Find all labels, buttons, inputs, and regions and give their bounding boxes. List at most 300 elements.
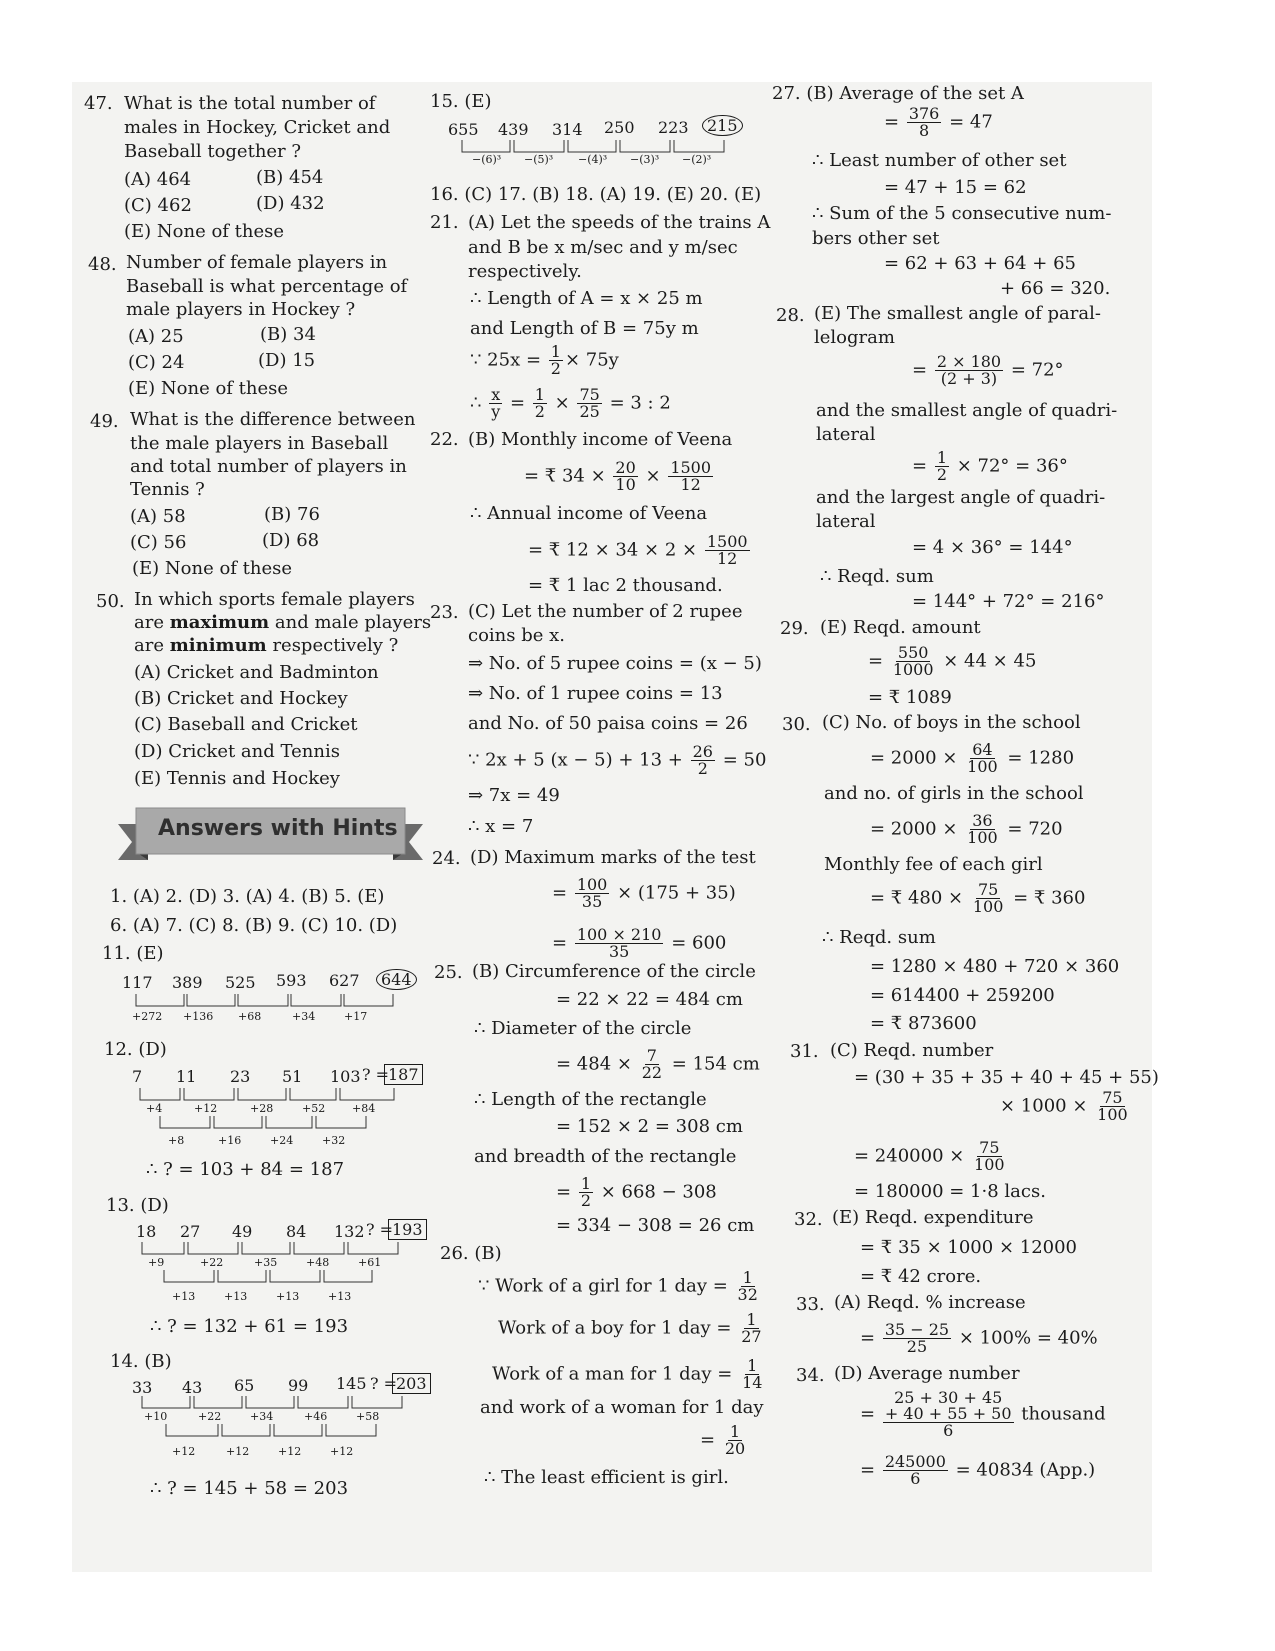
series-number: 103: [330, 1067, 361, 1086]
numerator: 36: [972, 811, 993, 830]
numerator: 1: [580, 1174, 591, 1193]
numerator: 1500: [706, 532, 748, 551]
text: =: [912, 359, 933, 381]
equation-line: = 334 − 308 = 26 cm: [556, 1215, 755, 1236]
numerator: 100 × 210: [576, 925, 662, 944]
question-text: are maximum and male players: [134, 612, 432, 633]
text: ∵ 25x =: [470, 349, 547, 371]
hint-line: (B) Monthly income of Veena: [468, 429, 733, 450]
denominator: 6: [910, 1469, 921, 1488]
denominator: y: [491, 402, 501, 421]
equation-line: [1000, 1090, 1132, 1123]
difference-label: +61: [358, 1256, 382, 1269]
series-number: 223: [658, 118, 689, 137]
equation-line: [870, 813, 1063, 846]
fraction: [549, 344, 563, 377]
difference-label: +17: [344, 1010, 368, 1023]
equation-line: ⇒ No. of 5 rupee coins = (x − 5): [468, 653, 762, 674]
fraction: [965, 742, 1000, 775]
hint-line: (B) Circumference of the circle: [472, 961, 756, 982]
fraction: [935, 354, 1003, 387]
second-difference-label: +12: [330, 1445, 354, 1458]
option-b: (B) Cricket and Hockey: [134, 688, 348, 709]
difference-label: +46: [304, 1410, 328, 1423]
second-difference-label: +8: [168, 1134, 185, 1147]
numerator: 1: [747, 1356, 758, 1375]
fraction: [533, 387, 547, 420]
numerator: 1: [729, 1422, 741, 1441]
text: = ₹ 480 ×: [870, 887, 969, 909]
text: =: [884, 111, 905, 133]
denominator: 100: [972, 897, 1004, 916]
option-e: (E) None of these: [128, 378, 289, 399]
equation-line: = ₹ 1 lac 2 thousand.: [528, 575, 723, 596]
hint-line: bers other set: [812, 228, 940, 249]
numerator: 1: [742, 1268, 753, 1287]
fraction: [883, 1390, 1014, 1439]
text: =: [504, 392, 531, 414]
option-c: (C) 56: [130, 532, 187, 553]
text: thousand: [1015, 1403, 1106, 1425]
equation-line: [700, 1424, 749, 1457]
fraction: [1095, 1090, 1130, 1123]
difference-label: +52: [302, 1102, 326, 1115]
option-d: (D) 432: [256, 193, 325, 214]
fraction: [907, 106, 942, 139]
numerator: 1: [936, 448, 947, 467]
fraction: [575, 877, 610, 910]
text: =: [556, 1181, 577, 1203]
numerator: 1500: [670, 458, 712, 477]
denominator: 25: [906, 1337, 928, 1356]
question-text: males in Hockey, Cricket and: [124, 117, 391, 138]
denominator: 2: [550, 359, 561, 378]
option-b: (B) 454: [256, 167, 324, 188]
difference-label: +68: [238, 1010, 262, 1023]
difference-label: −(6)³: [472, 153, 502, 166]
equation-line: [468, 744, 766, 777]
fraction: [736, 1270, 760, 1303]
fraction: [891, 645, 936, 678]
denominator: 10: [615, 475, 636, 494]
hint-line: and no. of girls in the school: [824, 783, 1084, 804]
fraction: [972, 1140, 1007, 1173]
denominator: 20: [724, 1439, 746, 1458]
fraction: [489, 387, 502, 420]
option-c: (C) Baseball and Cricket: [134, 714, 358, 735]
denominator: 8: [918, 121, 930, 140]
hint-line: (A) Reqd. % increase: [834, 1292, 1026, 1313]
fraction: [613, 460, 637, 493]
text: = 2000 ×: [870, 747, 964, 769]
result-line: ∴ ? = 145 + 58 = 203: [150, 1478, 349, 1499]
fraction: [575, 927, 664, 960]
hint-line: ∴ Reqd. sum: [822, 927, 936, 948]
equation-line: = ₹ 35 × 1000 × 12000: [860, 1237, 1078, 1258]
answer-number: 21.: [430, 212, 459, 233]
hint-line: and work of a woman for 1 day: [480, 1397, 764, 1418]
answer-row-6-10: 6. (A) 7. (C) 8. (B) 9. (C) 10. (D): [110, 915, 398, 936]
answer-number: 29.: [780, 618, 809, 639]
second-difference-label: +13: [328, 1290, 352, 1303]
emphasis-maximum: maximum: [169, 612, 270, 633]
text: =: [860, 1403, 881, 1425]
difference-label: −(2)³: [682, 153, 712, 166]
answer-number: 25.: [434, 962, 463, 983]
equation-line: = 144° + 72° = 216°: [912, 591, 1105, 612]
equation-line: = 4 × 36° = 144°: [912, 537, 1073, 558]
denominator: 12: [680, 475, 701, 494]
equation-line: [478, 1270, 762, 1303]
text: = 720: [1001, 818, 1063, 840]
option-e: (E) None of these: [132, 558, 293, 579]
answer-number: 31.: [790, 1041, 819, 1062]
question-text: are minimum respectively ?: [134, 635, 399, 656]
series-number: 84: [286, 1222, 307, 1241]
answer-number: 22.: [430, 429, 459, 450]
fraction: [723, 1424, 747, 1457]
equation-line: = ₹ 873600: [870, 1013, 977, 1034]
hint-line: (A) Let the speeds of the trains A: [468, 212, 771, 233]
hint-line: ∴ The least efficient is girl.: [484, 1467, 729, 1488]
text: = 3 : 2: [603, 392, 671, 414]
hint-line: (D) Maximum marks of the test: [470, 847, 756, 868]
denominator: 6: [943, 1421, 954, 1440]
equation-line: = 47 + 15 = 62: [884, 177, 1027, 198]
numerator: 26: [692, 742, 713, 761]
hint-line: ∴ Diameter of the circle: [474, 1018, 692, 1039]
text: = 2000 ×: [870, 818, 964, 840]
equation-line: ∴ x = 7: [468, 816, 534, 837]
text: = 1280: [1001, 747, 1075, 769]
numerator: 75: [977, 880, 999, 899]
equation-line: = ₹ 42 crore.: [860, 1266, 982, 1287]
equation-line: + 66 = 320.: [1000, 278, 1111, 299]
hint-line: respectively.: [468, 261, 582, 282]
denominator: 35: [608, 942, 630, 961]
hint-line: ∴ Reqd. sum: [820, 566, 934, 587]
difference-label: −(5)³: [524, 153, 554, 166]
equation-line: [470, 344, 619, 377]
second-difference-label: +12: [278, 1445, 302, 1458]
numerator: 75: [579, 385, 600, 404]
difference-label: +22: [198, 1410, 222, 1423]
option-a: (A) Cricket and Badminton: [134, 662, 379, 683]
circled-answer: 644: [376, 969, 417, 990]
difference-label: +34: [250, 1410, 274, 1423]
series-number: 314: [552, 120, 583, 139]
difference-label: +9: [148, 1256, 165, 1269]
numerator: 2 × 180: [936, 352, 1002, 371]
denominator: 25: [579, 402, 600, 421]
hint-line: (E) The smallest angle of paral-: [814, 303, 1101, 324]
emphasis-minimum: minimum: [169, 635, 267, 656]
text: Work of a boy for 1 day =: [498, 1317, 738, 1339]
denominator: 2: [580, 1191, 591, 1210]
fraction: [883, 1454, 948, 1487]
answer-label: 11. (E): [102, 943, 164, 964]
text: = ₹ 12 × 34 × 2 ×: [528, 539, 703, 561]
question-text: and total number of players in: [130, 456, 407, 477]
equation-line: = 22 × 22 = 484 cm: [556, 989, 743, 1010]
hint-line: lelogram: [814, 327, 895, 348]
denominator: 2: [936, 465, 947, 484]
option-b: (B) 34: [260, 324, 316, 345]
numerator: 35 − 25: [884, 1320, 950, 1339]
numerator: 376: [908, 104, 940, 123]
question-text: What is the difference between: [130, 409, 416, 430]
equation-line: [860, 1390, 1106, 1439]
equation-line: [470, 387, 671, 420]
text: × 1000 ×: [1000, 1095, 1094, 1117]
denominator: 12: [717, 549, 738, 568]
numerator: 100: [576, 875, 608, 894]
series-number: 65: [234, 1376, 255, 1395]
hint-line: and the smallest angle of quadri-: [816, 400, 1118, 421]
text: =: [912, 455, 933, 477]
text: = 240000 ×: [854, 1145, 971, 1167]
text: = 484 ×: [556, 1053, 638, 1075]
second-difference-label: +12: [226, 1445, 250, 1458]
hint-line: and breadth of the rectangle: [474, 1146, 737, 1167]
difference-label: +272: [132, 1010, 163, 1023]
text: ×: [639, 465, 667, 487]
text: ∴: [470, 392, 488, 414]
difference-label: +10: [144, 1410, 168, 1423]
hint-line: lateral: [816, 424, 876, 445]
equation-line: ∴ Length of A = x × 25 m: [470, 288, 703, 309]
question-text: male players in Hockey ?: [126, 299, 356, 320]
series-number: 99: [288, 1376, 309, 1395]
equation-line: [552, 877, 736, 910]
series-number: 33: [132, 1378, 153, 1397]
question-number: 50.: [96, 591, 125, 612]
answer-number: 24.: [432, 848, 461, 869]
answer-number: 34.: [796, 1365, 825, 1386]
series-brackets: [138, 1394, 418, 1452]
equation-line: [912, 450, 1068, 483]
series-number: 655: [448, 120, 479, 139]
series-number: 132: [334, 1222, 365, 1241]
difference-label: −(4)³: [578, 153, 608, 166]
option-e: (E) None of these: [124, 221, 285, 242]
difference-label: +34: [292, 1010, 316, 1023]
denominator: 27: [741, 1327, 762, 1346]
equation-line: = 180000 = 1·8 lacs.: [854, 1181, 1046, 1202]
hint-line: and the largest angle of quadri-: [816, 487, 1106, 508]
equation-line: = 152 × 2 = 308 cm: [556, 1116, 743, 1137]
series-number: 49: [232, 1222, 253, 1241]
equation-line: [552, 927, 726, 960]
answer-label: 14. (B): [110, 1351, 172, 1372]
second-difference-label: +13: [224, 1290, 248, 1303]
hint-line: (E) Reqd. expenditure: [832, 1207, 1034, 1228]
hint-line: (C) Reqd. number: [830, 1040, 994, 1061]
question-mark-equals: ? =: [362, 1065, 390, 1084]
result-line: ∴ ? = 103 + 84 = 187: [146, 1159, 345, 1180]
text: =: [700, 1429, 721, 1451]
fraction: [705, 534, 750, 567]
text: = ₹ 360: [1007, 887, 1086, 909]
hint-line: (C) No. of boys in the school: [822, 712, 1081, 733]
numerator: x: [491, 385, 501, 404]
boxed-answer: 187: [384, 1064, 423, 1085]
text: ∵ 2x + 5 (x − 5) + 13 +: [468, 749, 689, 771]
text: × 75y: [564, 349, 619, 371]
series-number: 627: [329, 971, 360, 990]
series-number: 51: [282, 1067, 303, 1086]
option-c: (C) 462: [124, 195, 192, 216]
equation-line: and No. of 50 paisa coins = 26: [468, 713, 748, 734]
question-number: 49.: [90, 411, 119, 432]
hint-line: ∴ Sum of the 5 consecutive num-: [812, 203, 1112, 224]
text: = 600: [665, 932, 727, 954]
text: =: [552, 932, 573, 954]
option-b: (B) 76: [264, 504, 320, 525]
difference-label: +48: [306, 1256, 330, 1269]
denominator: 22: [641, 1063, 663, 1082]
answers-with-hints-banner: [118, 802, 423, 877]
difference-label: +58: [356, 1410, 380, 1423]
series-number: 117: [122, 973, 153, 992]
difference-label: +12: [194, 1102, 218, 1115]
fraction: [739, 1312, 763, 1345]
difference-label: +22: [200, 1256, 224, 1269]
answer-number: 28.: [776, 305, 805, 326]
option-a: (A) 25: [128, 326, 184, 347]
option-d: (D) 15: [258, 350, 316, 371]
equation-line: = 1280 × 480 + 720 × 360: [870, 956, 1120, 977]
equation-line: and Length of B = 75y m: [470, 318, 699, 339]
series-number: 145: [336, 1374, 367, 1393]
numerator: 1: [550, 342, 561, 361]
answer-number: 32.: [794, 1209, 823, 1230]
question-number: 47.: [84, 93, 113, 114]
question-text: Number of female players in: [126, 252, 388, 273]
second-difference-label: +32: [322, 1134, 346, 1147]
series-number: 593: [276, 971, 307, 990]
text: × 100% = 40%: [953, 1327, 1098, 1349]
denominator: 2: [534, 402, 545, 421]
question-text: the male players in Baseball: [130, 433, 389, 454]
hint-line: Monthly fee of each girl: [824, 854, 1043, 875]
denominator: 14: [742, 1373, 763, 1392]
difference-label: +136: [183, 1010, 214, 1023]
numerator: 7: [646, 1046, 657, 1065]
second-difference-label: +24: [270, 1134, 294, 1147]
answer-number: 33.: [796, 1294, 825, 1315]
equation-line: [498, 1312, 766, 1345]
option-a: (A) 464: [124, 169, 192, 190]
question-text: What is the total number of: [124, 93, 376, 114]
numerator: 75: [1102, 1088, 1123, 1107]
fraction: [577, 387, 601, 420]
fraction: [740, 1358, 764, 1391]
series-number: 7: [132, 1067, 143, 1086]
second-difference-label: +13: [172, 1290, 196, 1303]
boxed-answer: 203: [392, 1373, 431, 1394]
equation-line: [860, 1322, 1098, 1355]
denominator: 100: [974, 1155, 1005, 1174]
question-number: 48.: [88, 254, 117, 275]
numerator: 64: [972, 740, 993, 759]
equation-line: [556, 1176, 717, 1209]
hint-line: ∴ Annual income of Veena: [470, 503, 708, 524]
text: =: [552, 882, 573, 904]
question-text: Baseball together ?: [124, 141, 302, 162]
difference-label: +35: [254, 1256, 278, 1269]
text: ×: [548, 392, 576, 414]
numerator: 20: [615, 458, 636, 477]
hint-line: ∴ Length of the rectangle: [474, 1089, 707, 1110]
answer-number: 23.: [430, 602, 459, 623]
fraction: [883, 1322, 951, 1355]
text: Work of a man for 1 day =: [492, 1363, 739, 1385]
numerator: 550: [897, 643, 929, 662]
difference-label: −(3)³: [630, 153, 660, 166]
fraction: [965, 813, 1000, 846]
answer-number: 30.: [782, 714, 811, 735]
denominator: 35: [581, 892, 603, 911]
second-difference-label: +13: [276, 1290, 300, 1303]
equation-line: = 614400 + 259200: [870, 985, 1055, 1006]
boxed-answer: 193: [388, 1219, 427, 1240]
text: × 44 × 45: [937, 650, 1037, 672]
equation-line: = (30 + 35 + 35 + 40 + 45 + 55): [854, 1067, 1159, 1088]
series-number: 27: [180, 1222, 201, 1241]
equation-line: [870, 742, 1074, 775]
series-number: 250: [604, 118, 635, 137]
hint-line: (C) Let the number of 2 rupee: [468, 601, 743, 622]
circled-answer: 215: [702, 115, 743, 136]
text: × (175 + 35): [611, 882, 736, 904]
text: = 47: [943, 111, 993, 133]
question-mark-equals: ? =: [366, 1220, 394, 1239]
option-a: (A) 58: [130, 506, 186, 527]
answers-16-20: 16. (C) 17. (B) 18. (A) 19. (E) 20. (E): [430, 184, 762, 205]
denominator: 100: [967, 757, 998, 776]
equation-line: [528, 534, 752, 567]
text: =: [860, 1327, 881, 1349]
equation-line: [868, 645, 1036, 678]
text: = 40834 (App.): [949, 1459, 1096, 1481]
equation-line: = 62 + 63 + 64 + 65: [884, 253, 1076, 274]
equation-line: ⇒ 7x = 49: [468, 785, 560, 806]
equation-line: [860, 1454, 1095, 1487]
question-mark-equals: ? =: [370, 1374, 398, 1393]
difference-label: +84: [352, 1102, 376, 1115]
fraction: [668, 460, 713, 493]
text: =: [868, 650, 889, 672]
hint-line: (D) Average number: [834, 1363, 1020, 1384]
answer-row-1-5: 1. (A) 2. (D) 3. (A) 4. (B) 5. (E): [110, 886, 385, 907]
numerator: + 40 + 55 + 50: [884, 1404, 1012, 1423]
numerator: 1: [746, 1310, 757, 1329]
numerator: 1: [534, 385, 545, 404]
answer-key-page: [72, 82, 1159, 1572]
equation-line: [492, 1358, 766, 1391]
series-number: 43: [182, 1378, 203, 1397]
answer-label: 26. (B): [440, 1243, 502, 1264]
option-d: (D) Cricket and Tennis: [134, 741, 340, 762]
hint-line: and B be x m/sec and y m/sec: [468, 237, 738, 258]
fraction: [935, 450, 949, 483]
denominator: 2: [697, 759, 708, 778]
difference-label: +28: [250, 1102, 274, 1115]
text: = 72°: [1005, 359, 1064, 381]
fraction: [971, 882, 1006, 915]
text: × 72° = 36°: [951, 455, 1068, 477]
